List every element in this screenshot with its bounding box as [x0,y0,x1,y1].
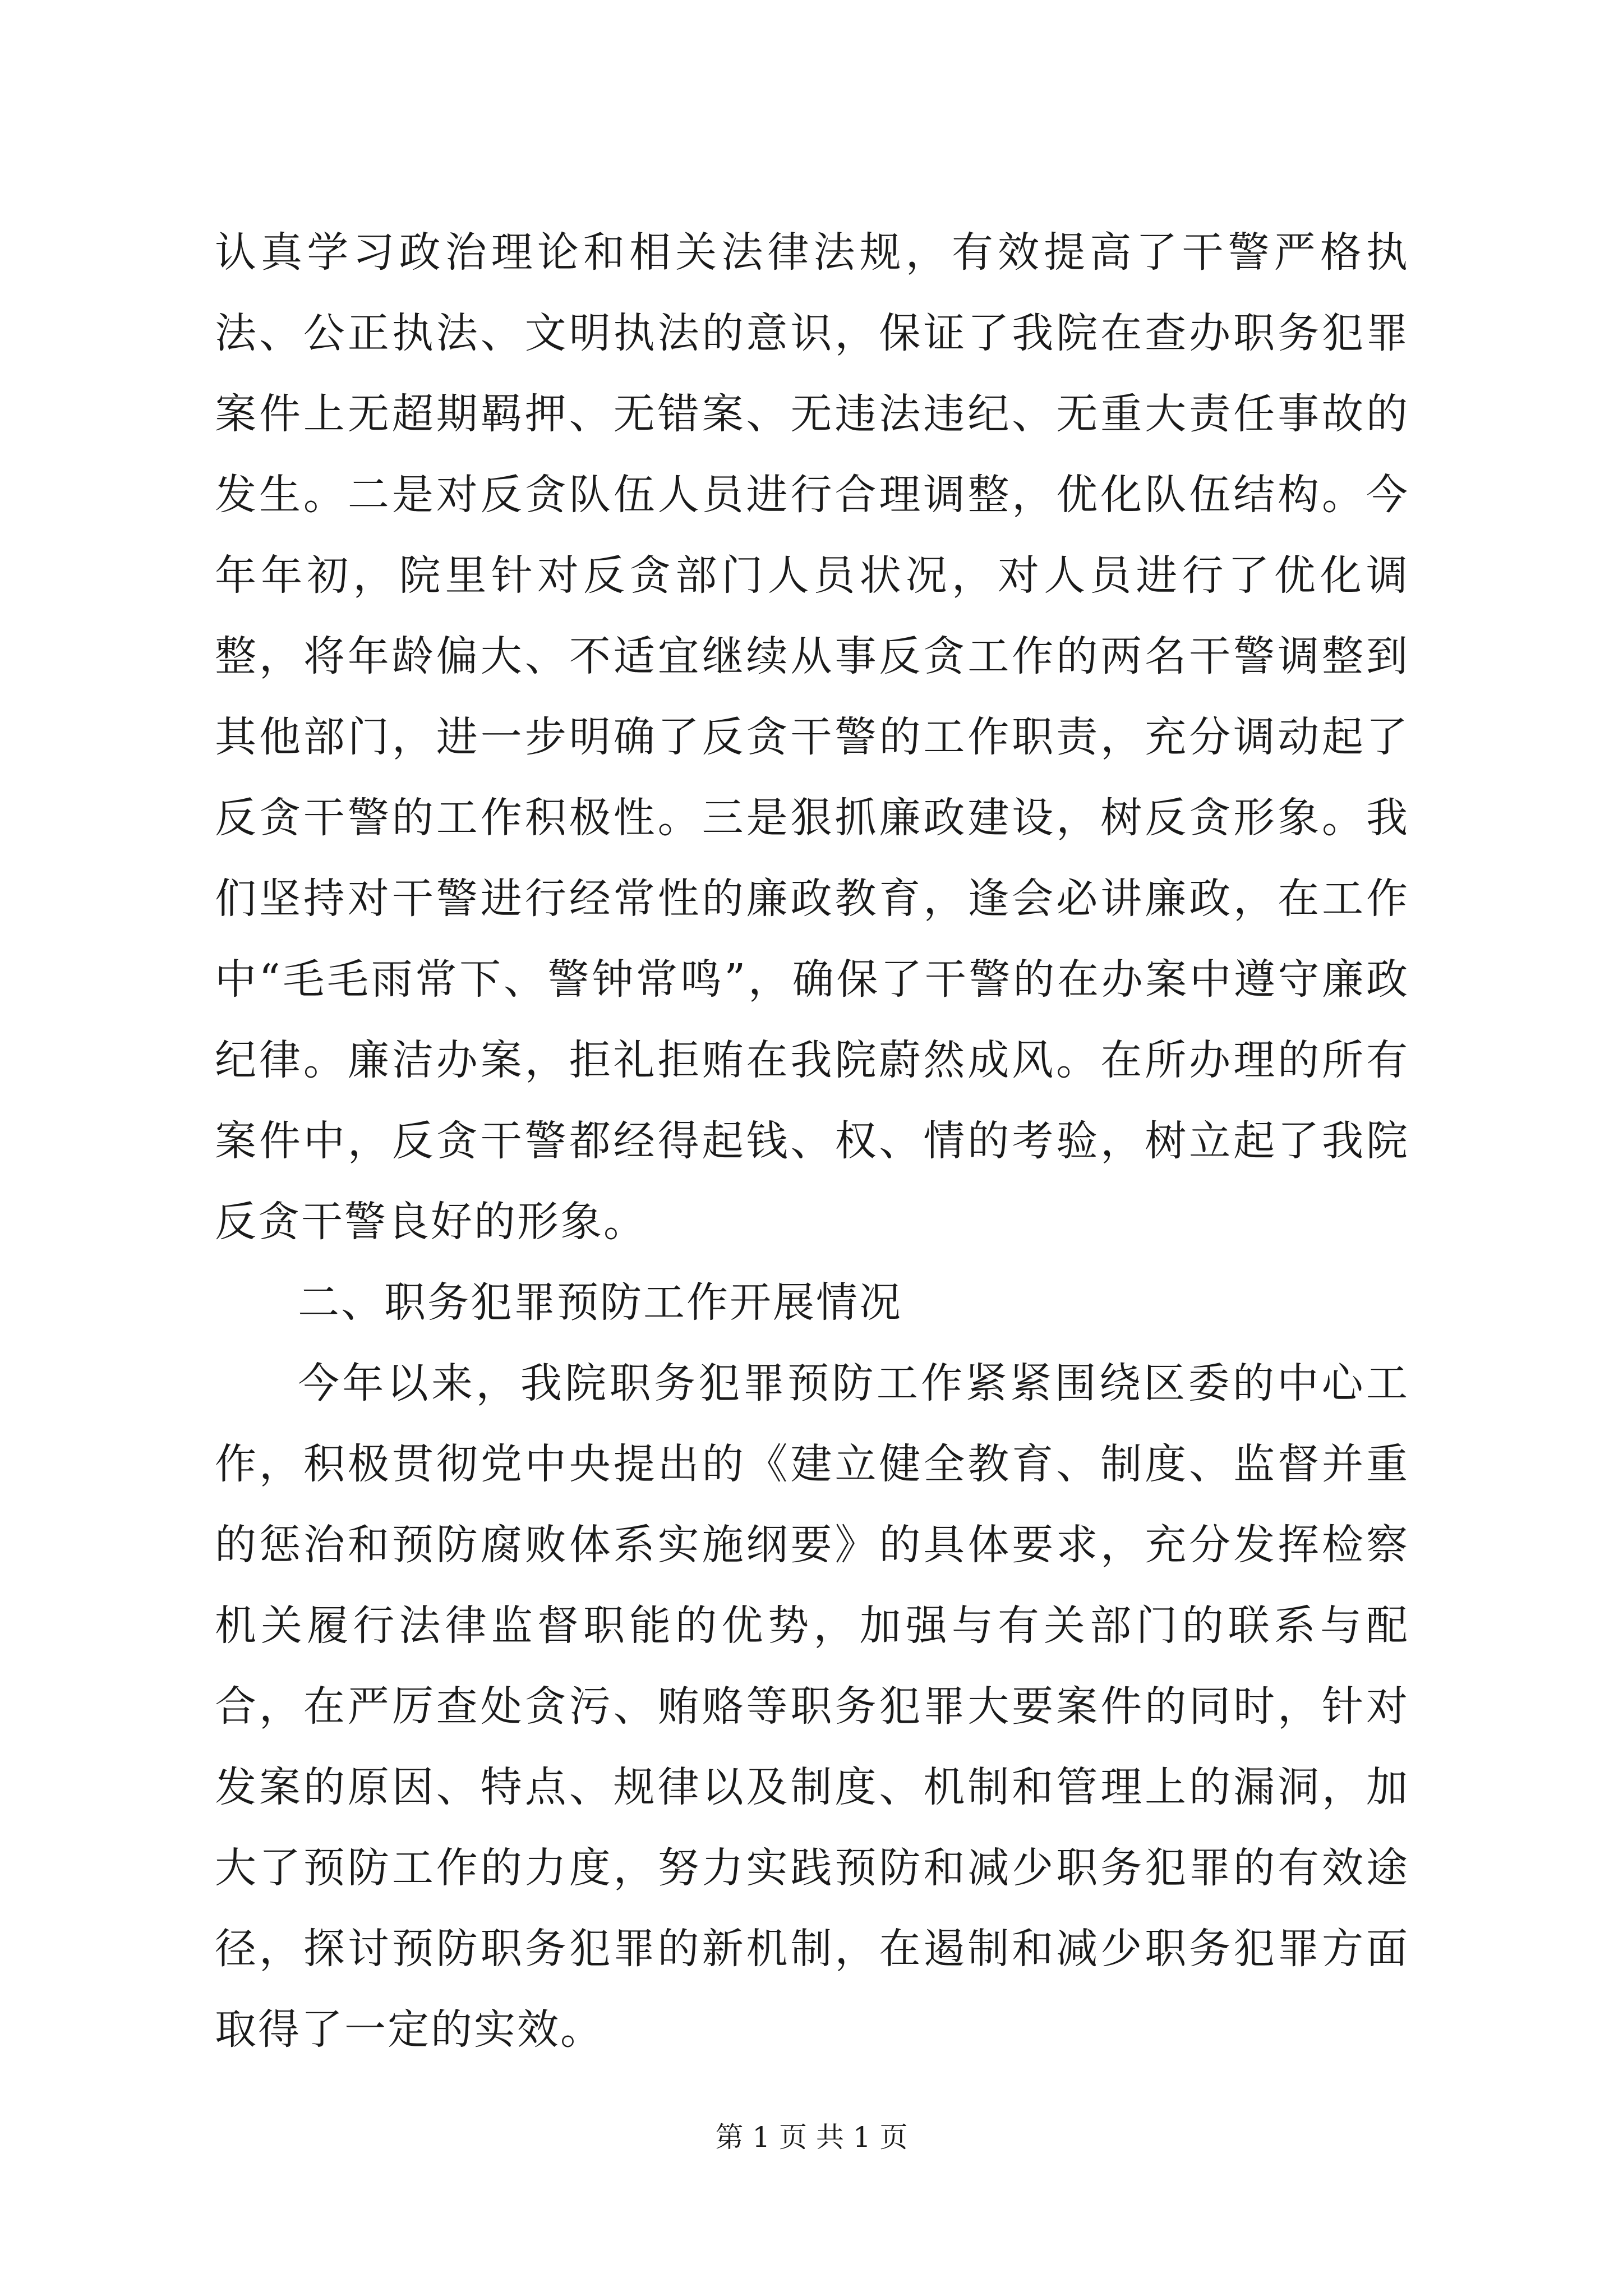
paragraph-prevention: 今年以来，我院职务犯罪预防工作紧紧围绕区委的中心工作，积极贯彻党中央提出的《建立健全教育、制度、监督并重的惩治和预防腐败体系实施纲要》的具体要求，充分发挥检察机关履行法律监督职能的优势，加强与有关部门的联系与配合，在严厉查处贪污、贿赂等职务犯罪大要案件的同时，针对发案的原因、特点、规律以及制度、机制和管理上的漏洞，加大了预防工作的力度，努力实践预防和减少职务犯罪的有效途径，探讨预防职务犯罪的新机制，在遏制和减少职务犯罪方面取得了一定的实效。 [215,1359,1409,2054]
page-footer: 第 1 页 共 1 页 [715,2121,908,2154]
paragraph-continuation: 认真学习政治理论和相关法律法规，有效提高了干警严格执法、公正执法、文明执法的意识，保证了我院在查办职务犯罪案件上无超期羁押、无错案、无违法违纪、无重大责任事故的发生。二是对反贪队伍人员进行合理调整，优化队伍结构。今年年初，院里针对反贪部门人员状况，对人员进行了优化调整，将年龄偏大、不适宜继续从事反贪工作的两名干警调整到其他部门，进一步明确了反贪干警的工作职责，充分调动起了反贪干警的工作积极性。三是狠抓廉政建设，树反贪形象。我们坚持对干警进行经常性的廉政教育，逢会必讲廉政，在工作中“毛毛雨常下、警钟常鸣”，确保了干警的在办案中遵守廉政纪律。廉洁办案，拒礼拒贿在我院蔚然成风。在所办理的所有案件中，反贪干警都经得起钱、权、情的考验，树立起了我院反贪干警良好的形象。 [215,228,1409,1246]
document-body [215,212,1409,2070]
section-heading: 二、职务犯罪预防工作开展情况 [298,1278,902,1327]
